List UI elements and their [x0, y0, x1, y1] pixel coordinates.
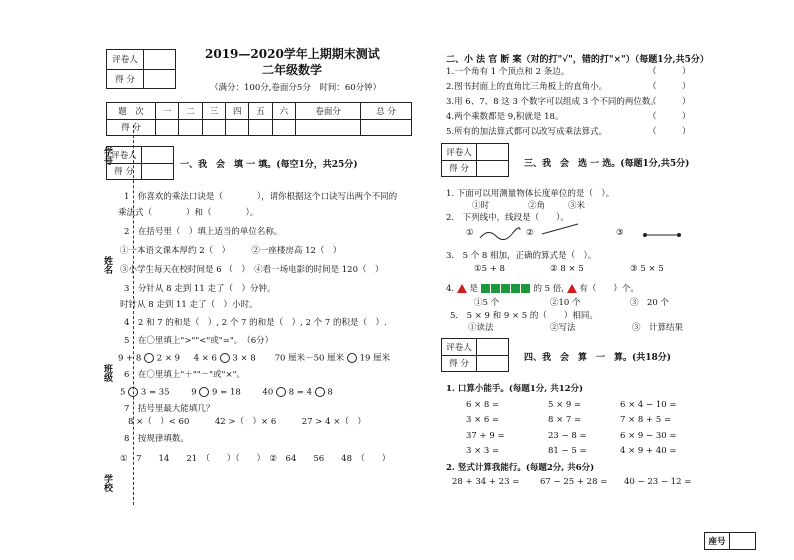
- grader-box-sec3: [441, 143, 509, 177]
- operator-circle[interactable]: [128, 387, 138, 397]
- s3-q4-opt: ③ 20 个: [630, 298, 670, 308]
- s3-q1-opt: ②角: [528, 201, 546, 211]
- grader-cell[interactable]: [477, 144, 509, 161]
- s2-item: 4.两个乘数都是 9,积就是 18。: [446, 112, 564, 122]
- score-cell[interactable]: [142, 163, 174, 180]
- section3-title: 三、我 会 选 一 选。(每题1分,共5分): [524, 159, 690, 169]
- s2-answer[interactable]: （ ）: [648, 67, 691, 77]
- green-square-icon: [521, 284, 530, 293]
- green-square-icon: [481, 284, 490, 293]
- operator-circle[interactable]: [199, 387, 209, 397]
- s1-line: ①一本语文课本厚约 2（ ） ②一座楼房高 12（ ）: [120, 246, 342, 256]
- score-table-header: 二: [179, 103, 202, 120]
- binding-label-xuexiao: 学校: [102, 474, 112, 492]
- compare-circle[interactable]: [144, 353, 154, 363]
- s3-q3-opt: ①5 + 8: [474, 264, 505, 274]
- s1-q5-row: [118, 353, 390, 365]
- s3-q5-opt: ①读法: [468, 323, 494, 333]
- oral-item: 81 − 5 =: [548, 446, 587, 456]
- score-cell[interactable]: [296, 119, 361, 136]
- s1-line: 乘法式（ ）和（ ）。: [118, 208, 259, 218]
- binding-line: [133, 125, 134, 505]
- s1-line: 3 分针从 8 走到 11 走了（ ）分钟。: [124, 284, 276, 294]
- oral-item: 7 × 8 + 5 =: [620, 415, 672, 425]
- s1-q6-row: [120, 387, 333, 399]
- section1-title: 一、我 会 填 一 填。(每空1分，共25分): [180, 160, 358, 170]
- s2-answer[interactable]: （ ）: [648, 127, 691, 137]
- s3-q1: 1. 下面可以用测量物体长度单位的是（ ）。: [446, 189, 615, 199]
- s1-line: 5 在〇里填上">""<"或"="。 （6分）: [124, 336, 274, 346]
- s3-q4-text: 是: [469, 284, 479, 294]
- s3-q5: 5. 5 × 9 和 9 × 5 的（ ）相同。: [450, 311, 598, 321]
- score-label: 得 分: [107, 163, 142, 180]
- vertical-item: 40 − 23 − 12 =: [624, 477, 692, 487]
- page-title: 2019—2020学年上期期末测试: [205, 47, 380, 61]
- s1-line: 4 2 和 7 的和是（ ）, 2 个 7 的和是（ ）, 2 个 7 的积是（ ）.: [124, 318, 387, 328]
- vertical-item: 67 − 25 + 28 =: [540, 477, 608, 487]
- compare-circle[interactable]: [347, 353, 357, 363]
- s1-line: 7 括号里最大能填几？: [124, 404, 215, 414]
- score-label: 得 分: [107, 69, 144, 89]
- score-table-header: 三: [202, 103, 225, 120]
- seat-label: 座号: [705, 533, 730, 550]
- red-triangle-icon: [567, 284, 577, 293]
- s1-q5-expr: 3 × 8: [232, 353, 256, 364]
- s3-q5-opt: ③ 计算结果: [632, 323, 684, 333]
- s2-item: 3.用 6、7、8 这 3 个数字可以组成 3 个不同的两位数。: [446, 97, 659, 107]
- s1-line: 6 在〇里填上"＋""－"或"×"。: [124, 370, 245, 380]
- red-triangle-icon: [457, 284, 467, 293]
- s1-line: 8 ×（ ）< 60 42 >（ ）× 6 27 > 4 ×（ ）: [128, 417, 366, 427]
- section2-title: 二、小 法 官 断 案（对的打"√"，错的打"×"）（每题1分,共5分）: [446, 55, 709, 65]
- s2-answer[interactable]: （ ）: [648, 82, 691, 92]
- s3-q4-text: 的 5 倍,: [533, 284, 564, 294]
- score-table-header: 五: [249, 103, 272, 120]
- s2-item: 5.所有的加法算式都可以改写成乘法算式。: [446, 127, 608, 137]
- s2-answer[interactable]: （ ）: [648, 97, 691, 107]
- operator-circle[interactable]: [276, 387, 286, 397]
- s1-line: 时针从 8 走到 11 走了（ ）小时。: [120, 300, 258, 310]
- green-square-icon: [491, 284, 500, 293]
- vertical-item: 28 + 34 + 23 =: [452, 477, 520, 487]
- grader-label: 评卷人: [442, 144, 477, 161]
- grader-label: 评卷人: [107, 147, 142, 164]
- oral-item: 3 × 3 =: [466, 446, 500, 456]
- score-label: 得 分: [442, 355, 477, 372]
- s3-q3: 3. 5 个 8 相加，正确的算式是（ ）。: [446, 251, 597, 261]
- oral-item: 6 × 9 − 30 =: [620, 431, 677, 441]
- s3-q3-opt: ③ 5 × 5: [630, 264, 664, 274]
- oral-item: 8 × 7 =: [548, 415, 582, 425]
- score-cell[interactable]: [361, 119, 412, 136]
- s3-q4: [446, 282, 639, 296]
- oral-item: 6 × 4 − 10 =: [620, 400, 677, 410]
- ray-line-icon: [540, 222, 580, 236]
- score-cell[interactable]: [144, 69, 176, 89]
- seat-box: [704, 532, 756, 550]
- score-cell[interactable]: [249, 119, 272, 136]
- s3-q2-num: ②: [526, 228, 534, 238]
- score-cell[interactable]: [179, 119, 202, 136]
- green-square-icon: [501, 284, 510, 293]
- s3-q1-opt: ③米: [568, 201, 586, 211]
- grader-label: 评卷人: [107, 50, 144, 70]
- s1-line: ① 7 14 21 （ ）（ ） ② 64 56 48 （ ）: [120, 454, 391, 464]
- grader-box-top: [106, 49, 176, 89]
- green-square-icon: [511, 284, 520, 293]
- s3-q4-num: 4.: [446, 284, 455, 294]
- s1-q6-num: 9: [191, 387, 197, 398]
- s1-q6-num: 8 = 4: [288, 387, 312, 398]
- s2-answer[interactable]: （ ）: [648, 112, 691, 122]
- binding-label-banji: 班级: [102, 364, 112, 382]
- score-cell[interactable]: [272, 119, 295, 136]
- grader-box-sec4: [441, 338, 509, 372]
- s3-q1-opt: ①时: [472, 201, 490, 211]
- section4-title: 四、我 会 算 一 算。(共18分): [524, 353, 672, 363]
- binding-label-xingming: 姓名: [102, 256, 112, 274]
- s3-q4-opt: ②10 个: [550, 298, 581, 308]
- oral-item: 3 × 6 =: [466, 415, 500, 425]
- score-cell[interactable]: [477, 160, 509, 177]
- oral-item: 5 × 9 =: [548, 400, 582, 410]
- oral-item: 6 × 8 =: [466, 400, 500, 410]
- s4-sub2: 2. 竖式计算我能行。(每题2分, 共6分): [446, 463, 595, 473]
- s1-line: 8 按规律填数。: [124, 434, 189, 444]
- binding-label-xuehao: 学号: [102, 147, 112, 165]
- score-table-header: 总 分: [361, 103, 412, 120]
- s3-q3-opt: ② 8 × 5: [550, 264, 584, 274]
- oral-item: 23 − 8 =: [548, 431, 587, 441]
- compare-circle[interactable]: [220, 353, 230, 363]
- s3-q2: 2. 下列线中，线段是（ ）。: [446, 213, 569, 223]
- s1-line: 1 你喜欢的乘法口诀是（ ），请你根据这个口诀写出两个不同的: [124, 192, 398, 202]
- s1-q5-expr: 2 × 9: [156, 353, 181, 364]
- score-table-row-label: 得 分: [107, 119, 156, 136]
- score-table-header: 题 次: [107, 103, 156, 120]
- seat-cell[interactable]: [730, 533, 756, 550]
- score-label: 得 分: [442, 160, 477, 177]
- operator-circle[interactable]: [315, 387, 325, 397]
- score-table-header: 六: [272, 103, 295, 120]
- s1-q6-num: 40: [262, 387, 274, 398]
- grader-box-sec1: [106, 146, 174, 180]
- s3-q4-text: 有（ ）个。: [579, 284, 639, 294]
- score-table-header: 卷面分: [296, 103, 361, 120]
- score-cell[interactable]: [226, 119, 249, 136]
- s1-q6-num: 9 = 18: [212, 387, 241, 398]
- oral-item: 4 × 9 + 40 =: [620, 446, 677, 456]
- s3-q4-opt: ①5 个: [474, 298, 500, 308]
- s2-item: 2.图书封面上的直角比三角板上的直角小。: [446, 82, 608, 92]
- score-table-header: 四: [226, 103, 249, 120]
- wavy-line-icon: [478, 226, 522, 242]
- score-cell[interactable]: [477, 355, 509, 372]
- s3-q5-opt: ②写法: [550, 323, 576, 333]
- s4-sub1: 1. 口算小能手。(每题1分, 共12分): [446, 384, 584, 394]
- score-table: [106, 102, 412, 136]
- s1-q5-expr: 4 × 6: [193, 353, 217, 364]
- oral-item: 37 + 9 =: [466, 431, 505, 441]
- score-table-header: 一: [156, 103, 179, 120]
- s1-q5-expr: 19 厘米: [359, 353, 391, 364]
- s1-q6-num: 5: [120, 387, 126, 398]
- s1-q5-expr: 9 + 8: [118, 353, 142, 364]
- segment-line-icon: [642, 231, 682, 239]
- grader-cell[interactable]: [477, 339, 509, 356]
- grader-cell[interactable]: [142, 147, 174, 164]
- grader-cell[interactable]: [144, 50, 176, 70]
- s1-line: 2 在括号里（ ）填上适当的单位名称。: [124, 227, 283, 237]
- s3-q2-num: ③: [616, 228, 624, 238]
- score-cell[interactable]: [156, 119, 179, 136]
- s2-item: 1.一个角有 1 个顶点和 2 条边。: [446, 67, 570, 77]
- s1-q6-num: 8: [327, 387, 333, 398]
- s1-q5-expr: 70 厘米－50 厘米: [274, 353, 345, 364]
- score-cell[interactable]: [202, 119, 225, 136]
- exam-meta: （满分：100分,卷面分5分 时间：60分钟）: [210, 83, 382, 93]
- s3-q2-num: ①: [466, 228, 474, 238]
- grader-label: 评卷人: [442, 339, 477, 356]
- s1-line: ③小学生每天在校时间是 6 （ ） ④看一场电影的时间是 120（ ）: [120, 265, 384, 275]
- page-subtitle: 二年级数学: [262, 63, 323, 77]
- s1-q6-num: 3 = 35: [140, 387, 170, 398]
